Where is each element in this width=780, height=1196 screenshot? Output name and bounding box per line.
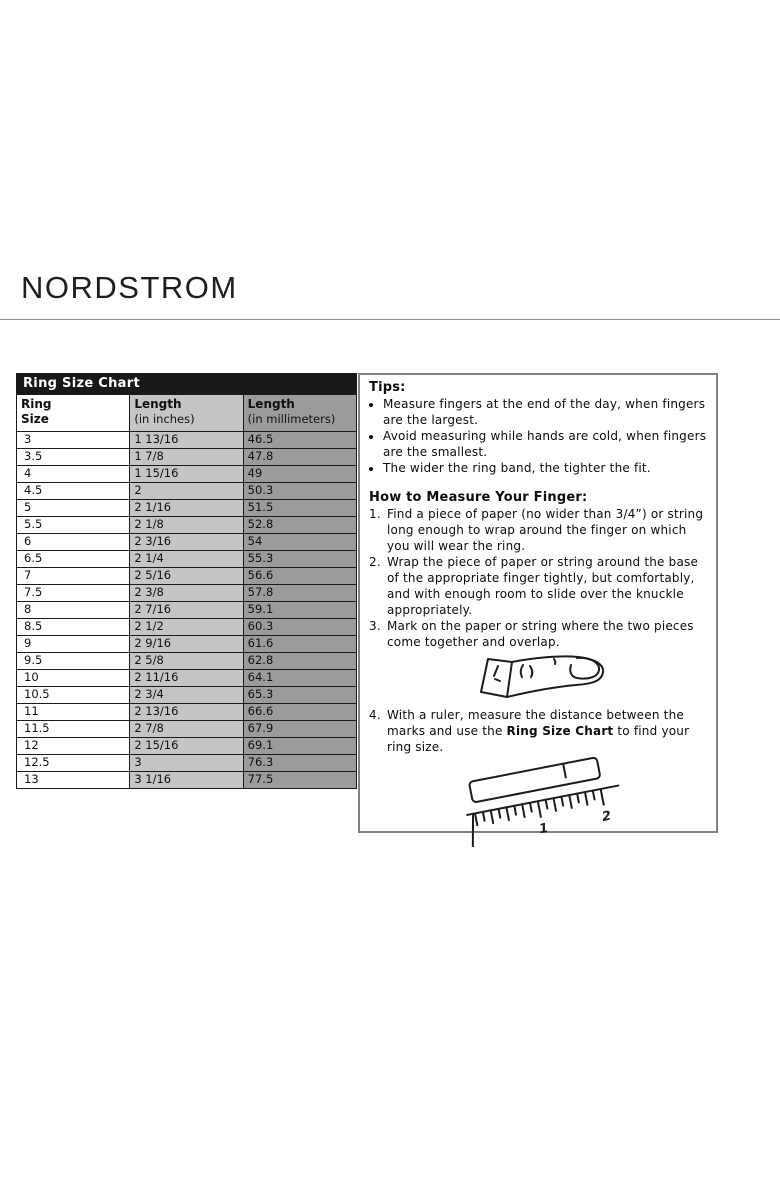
measure-step-item [369,506,708,554]
finger-illustration [369,652,708,706]
ring-size-cell: 12 [17,738,130,755]
length-mm-cell: 54 [243,534,356,551]
ring-size-cell: 4.5 [17,483,130,500]
table-row [17,551,357,568]
ring-size-cell: 5 [17,500,130,517]
length-inches-cell: 2 1/16 [130,500,243,517]
length-inches-cell: 2 15/16 [130,738,243,755]
length-mm-cell: 65.3 [243,687,356,704]
col-header-line1: Length [134,397,182,411]
col-header-line1: Length [247,397,295,411]
length-mm-cell: 50.3 [243,483,356,500]
table-row [17,500,357,517]
ring-size-cell: 7 [17,568,130,585]
tips-bullet-item: • Measure fingers at the end of the day, when fingers are the largest. [383,396,708,428]
ring-size-cell: 4 [17,466,130,483]
tips-heading: Tips: [369,380,406,395]
col-header-line1: Ring [21,397,52,411]
length-mm-cell: 46.5 [243,432,356,449]
step-text: Find a piece of paper (no wider than 3/4”) or string long enough to wrap around the finger on which you will wear the ring. [387,507,704,553]
step-number: 1. [369,507,381,521]
length-inches-cell: 3 [130,755,243,772]
ring-size-cell: 8 [17,602,130,619]
length-mm-cell: 66.6 [243,704,356,721]
nordstrom-logo: NORDSTROM [21,270,238,305]
length-mm-cell: 76.3 [243,755,356,772]
step-text: With a ruler, measure the distance between the marks and use the Ring Size Chart to find your ring size. [387,708,690,754]
length-inches-cell: 1 15/16 [130,466,243,483]
length-mm-cell: 55.3 [243,551,356,568]
length-mm-cell: 61.6 [243,636,356,653]
main-content [16,373,718,838]
ruler-number-1: 1 [537,820,550,838]
table-header-row [17,395,357,432]
ring-size-cell: 3.5 [17,449,130,466]
length-inches-cell: 2 [130,483,243,500]
length-mm-cell: 60.3 [243,619,356,636]
measure-step-4 [369,707,708,755]
col-header-line2: (in inches) [134,412,195,426]
ring-size-cell: 6.5 [17,551,130,568]
step-number: 2. [369,555,381,569]
length-mm-cell: 77.5 [243,772,356,789]
length-inches-cell: 2 11/16 [130,670,243,687]
ruler-illustration [369,757,708,851]
ring-size-cell: 11 [17,704,130,721]
ring-size-cell: 10.5 [17,687,130,704]
length-mm-cell: 64.1 [243,670,356,687]
col-header-line2: Size [21,412,49,426]
table-row [17,534,357,551]
table-row [17,636,357,653]
length-inches-cell: 2 7/16 [130,602,243,619]
ring-size-chart-table [16,373,357,789]
tips-bullet-item: • Avoid measuring while hands are cold, when fingers are the smallest. [383,428,708,460]
table-row [17,517,357,534]
ring-size-cell: 5.5 [17,517,130,534]
table-title: Ring Size Chart [17,374,357,395]
length-inches-cell: 3 1/16 [130,772,243,789]
ring-size-cell: 6 [17,534,130,551]
table-row [17,568,357,585]
col-header-length-inches [130,395,243,432]
measure-step-item [369,618,708,650]
length-inches-cell: 2 3/8 [130,585,243,602]
length-inches-cell: 1 7/8 [130,449,243,466]
measure-steps-list [369,506,708,650]
col-header-line2: (in millimeters) [247,412,336,426]
length-inches-cell: 2 7/8 [130,721,243,738]
length-inches-cell: 2 9/16 [130,636,243,653]
length-mm-cell: 51.5 [243,500,356,517]
tips-bullet-item: • The wider the ring band, the tighter the fit. [383,460,708,476]
length-mm-cell: 57.8 [243,585,356,602]
table-row [17,704,357,721]
table-title-row [17,374,357,395]
table-row [17,772,357,789]
length-inches-cell: 2 5/16 [130,568,243,585]
table-row [17,721,357,738]
length-inches-cell: 2 3/16 [130,534,243,551]
table-row [17,483,357,500]
step-text: Mark on the paper or string where the two pieces come together and overlap. [387,619,694,649]
tips-panel [358,373,718,838]
length-inches-cell: 2 13/16 [130,704,243,721]
ring-size-cell: 7.5 [17,585,130,602]
ring-size-cell: 9 [17,636,130,653]
table-row [17,432,357,449]
ring-table-body [17,432,357,789]
ruler-number-2: 2 [600,808,613,826]
length-inches-cell: 2 1/2 [130,619,243,636]
finger-measure-icon [466,652,612,702]
length-mm-cell: 56.6 [243,568,356,585]
table-row [17,602,357,619]
header-divider [0,319,780,320]
table-row [17,653,357,670]
length-inches-cell: 2 5/8 [130,653,243,670]
ring-size-cell: 9.5 [17,653,130,670]
col-header-ring-size [17,395,130,432]
table-row [17,738,357,755]
step-number: 3. [369,619,381,633]
length-inches-cell: 2 3/4 [130,687,243,704]
table-row [17,466,357,483]
step-number: 4. [369,708,381,722]
table-row [17,670,357,687]
ring-size-cell: 11.5 [17,721,130,738]
measure-heading: How to Measure Your Finger: [369,490,588,505]
ring-size-cell: 10 [17,670,130,687]
ring-size-chart-reference: Ring Size Chart [506,724,614,738]
table-row [17,449,357,466]
length-inches-cell: 2 1/8 [130,517,243,534]
length-mm-cell: 47.8 [243,449,356,466]
length-mm-cell: 52.8 [243,517,356,534]
table-row [17,755,357,772]
ring-size-cell: 12.5 [17,755,130,772]
table-row [17,619,357,636]
length-mm-cell: 49 [243,466,356,483]
measure-step-item [369,554,708,618]
col-header-length-mm [243,395,356,432]
ruler-icon [444,757,634,847]
length-mm-cell: 59.1 [243,602,356,619]
step-text: Wrap the piece of paper or string around the base of the appropriate finger tightly, but comfortably, and with enough room to slide over the knuckle appropriately. [387,555,699,617]
table-row [17,585,357,602]
length-inches-cell: 2 1/4 [130,551,243,568]
length-inches-cell: 1 13/16 [130,432,243,449]
ring-size-cell: 3 [17,432,130,449]
table-row [17,687,357,704]
tips-bullet-list [369,396,708,476]
ring-size-cell: 8.5 [17,619,130,636]
length-mm-cell: 67.9 [243,721,356,738]
length-mm-cell: 69.1 [243,738,356,755]
length-mm-cell: 62.8 [243,653,356,670]
ring-size-cell: 13 [17,772,130,789]
